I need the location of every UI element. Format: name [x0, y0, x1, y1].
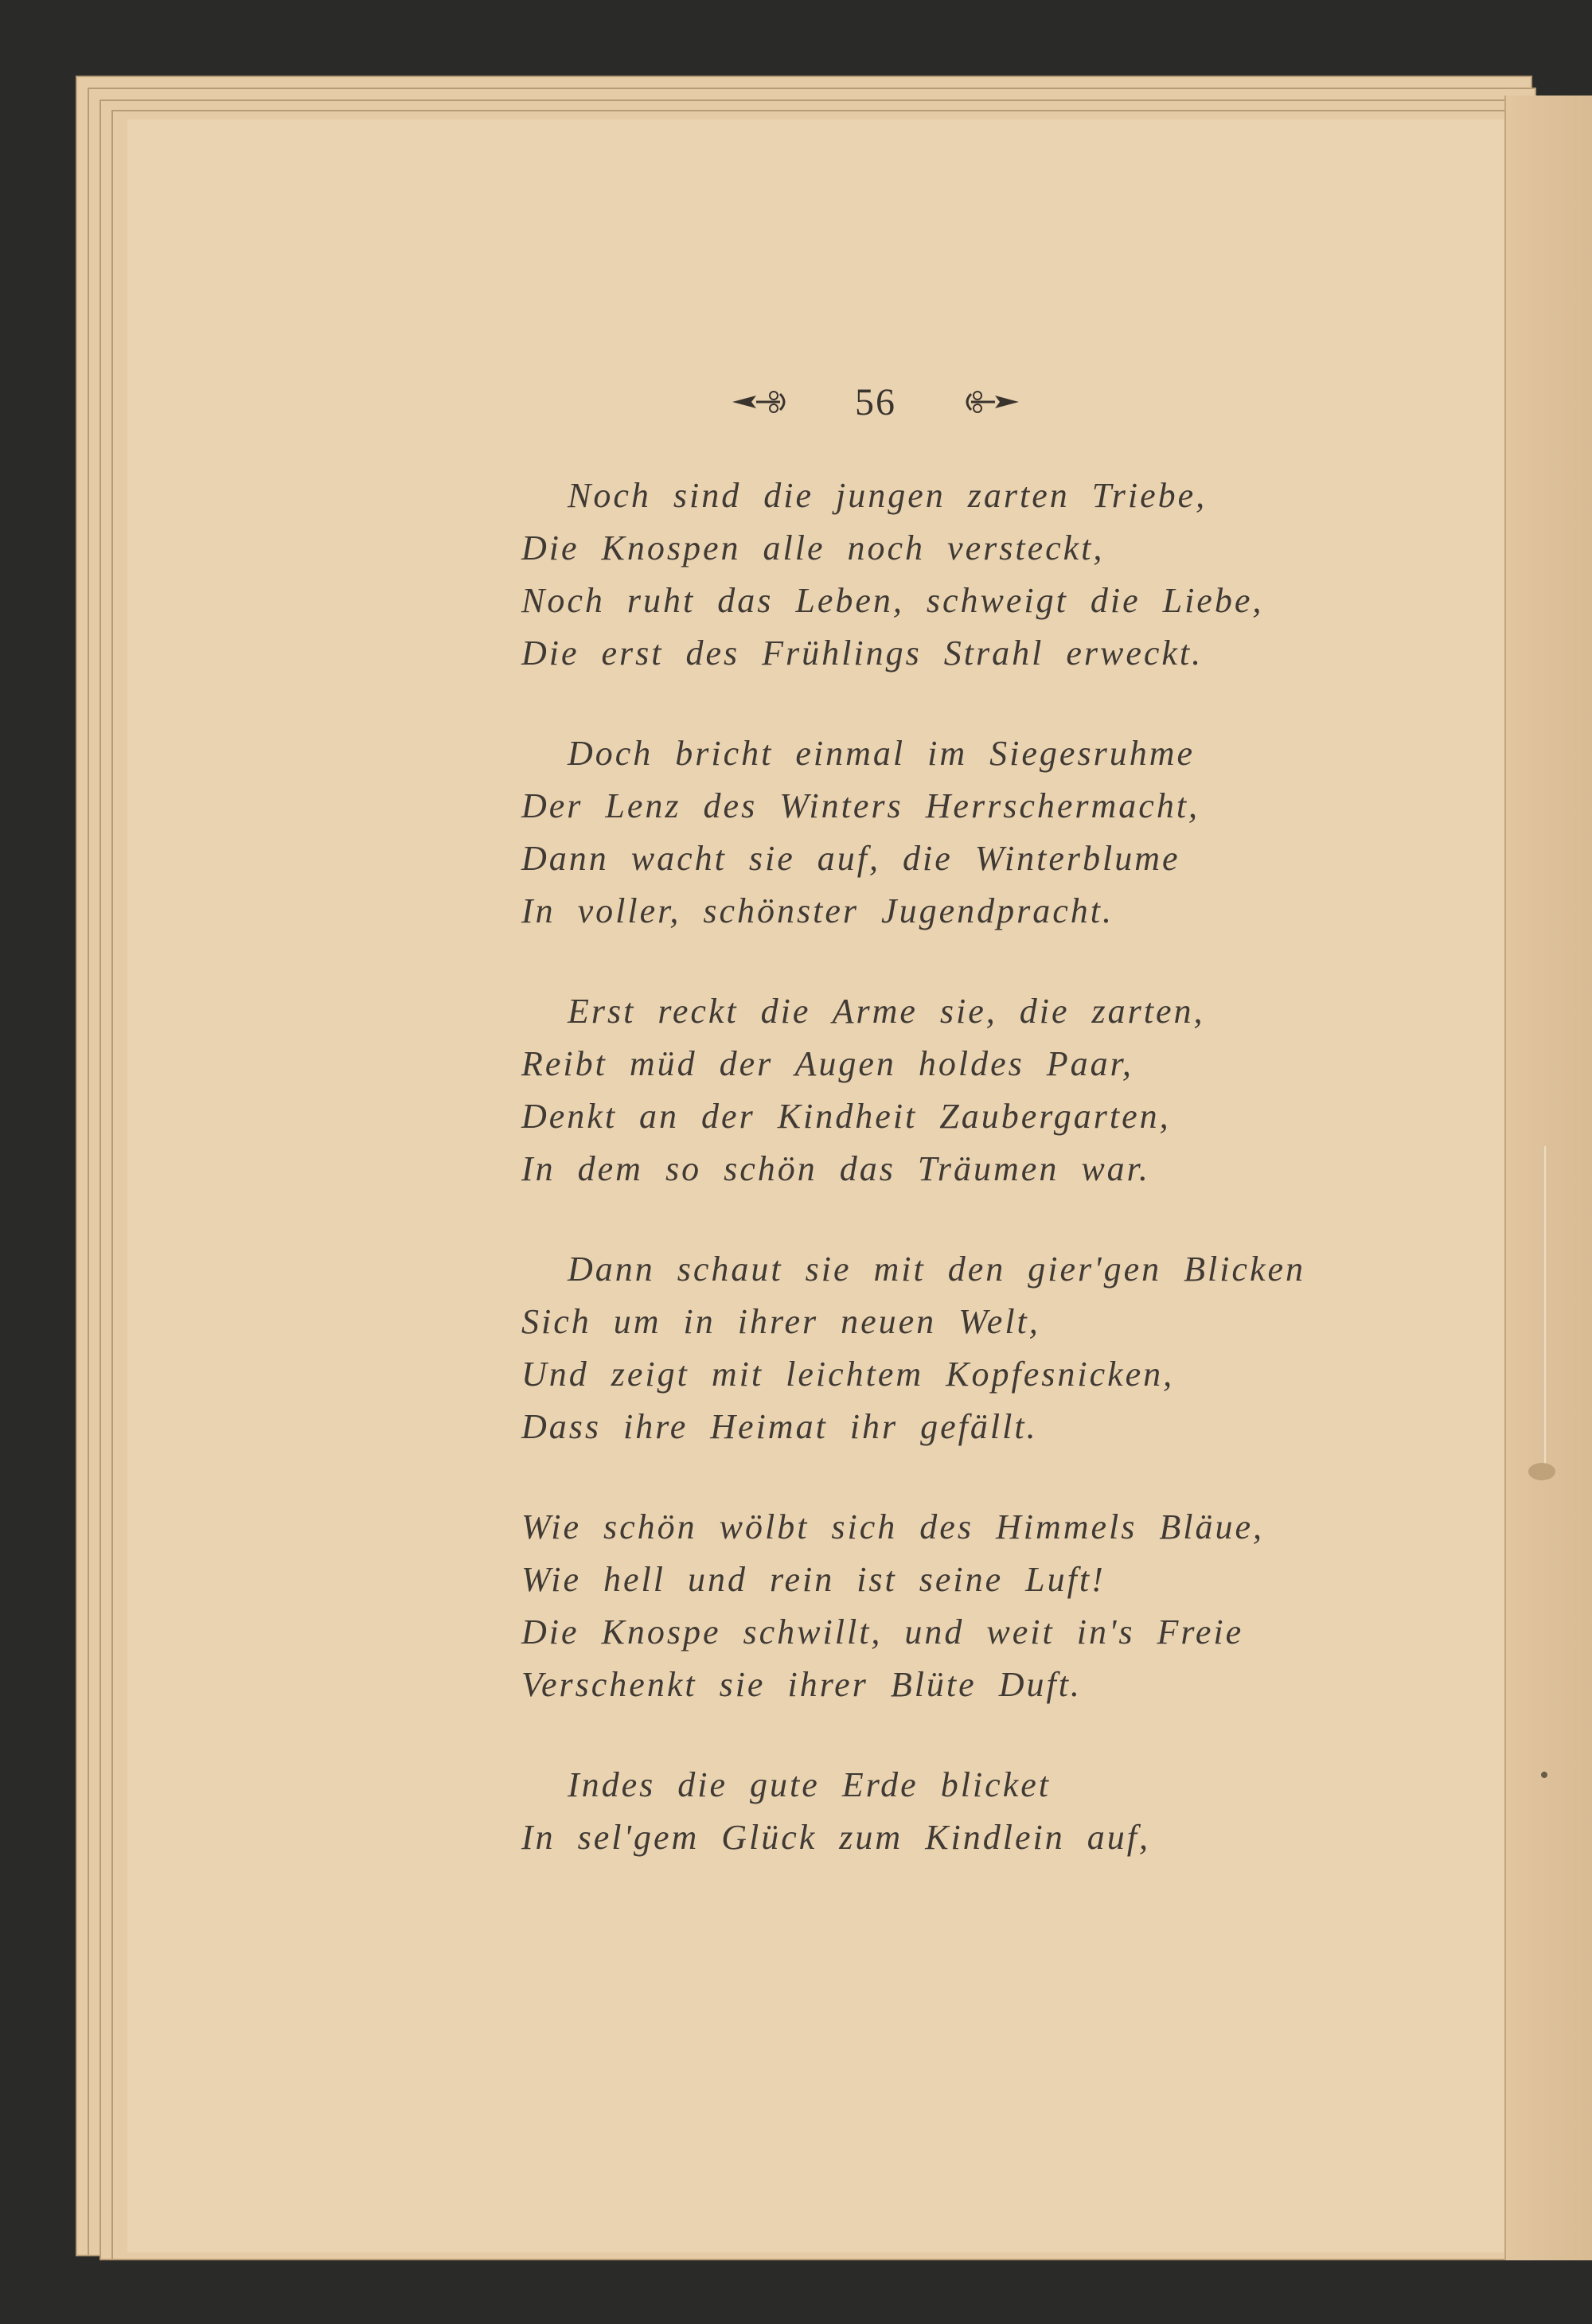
- stanza: [521, 985, 1317, 1195]
- page-number: 56: [855, 380, 896, 423]
- poem-line: Die Knospe schwillt, und weit in's Freie: [521, 1612, 1244, 1651]
- poem-line: Sich um in ihrer neuen Welt,: [521, 1302, 1040, 1341]
- poem-line: In dem so schön das Träumen war.: [521, 1149, 1150, 1188]
- poem-line: Reibt müd der Augen holdes Paar,: [521, 1044, 1134, 1083]
- poem-line: Der Lenz des Winters Herrschermacht,: [521, 786, 1200, 825]
- poem-line: Wie schön wölbt sich des Himmels Bläue,: [521, 1507, 1265, 1546]
- stanza: [521, 1759, 1317, 1864]
- poem-line: Indes die gute Erde blicket: [568, 1765, 1051, 1804]
- poem: [521, 470, 1317, 1912]
- poem-line: Doch bricht einmal im Siegesruhme: [568, 734, 1195, 773]
- poem-line: Die erst des Frühlings Strahl erweckt.: [521, 634, 1204, 673]
- stanza: [521, 727, 1317, 938]
- paper-speck: [1541, 1772, 1547, 1778]
- binding-thread: [1543, 1146, 1547, 1480]
- poem-line: Wie hell und rein ist seine Luft!: [521, 1560, 1106, 1599]
- poem-line: Dass ihre Heimat ihr gefällt.: [521, 1407, 1038, 1446]
- poem-line: In sel'gem Glück zum Kindlein auf,: [521, 1818, 1150, 1857]
- poem-line: Noch sind die jungen zarten Triebe,: [568, 476, 1208, 515]
- poem-line: Dann wacht sie auf, die Winterblume: [521, 839, 1180, 878]
- stanza: [521, 1243, 1317, 1453]
- poem-line: Verschenkt sie ihrer Blüte Duft.: [521, 1665, 1082, 1704]
- poem-line: Noch ruht das Leben, schweigt die Liebe,: [521, 581, 1264, 620]
- leaf-ornament-right-icon: [923, 386, 1027, 418]
- poem-line: Die Knospen alle noch versteckt,: [521, 528, 1105, 567]
- page-header: [716, 374, 1035, 430]
- poem-line: Denkt an der Kindheit Zaubergarten,: [521, 1097, 1171, 1136]
- binding-knot: [1528, 1463, 1555, 1480]
- poem-line: Und zeigt mit leichtem Kopfesnicken,: [521, 1355, 1175, 1394]
- stanza: [521, 470, 1317, 680]
- stanza: [521, 1501, 1317, 1711]
- book-gutter: [1504, 96, 1592, 2260]
- poem-line: Dann schaut sie mit den gier'gen Blicken: [568, 1250, 1306, 1289]
- leaf-ornament-left-icon: [724, 386, 828, 418]
- poem-line: Erst reckt die Arme sie, die zarten,: [568, 992, 1205, 1031]
- poem-line: In voller, schönster Jugendpracht.: [521, 891, 1114, 930]
